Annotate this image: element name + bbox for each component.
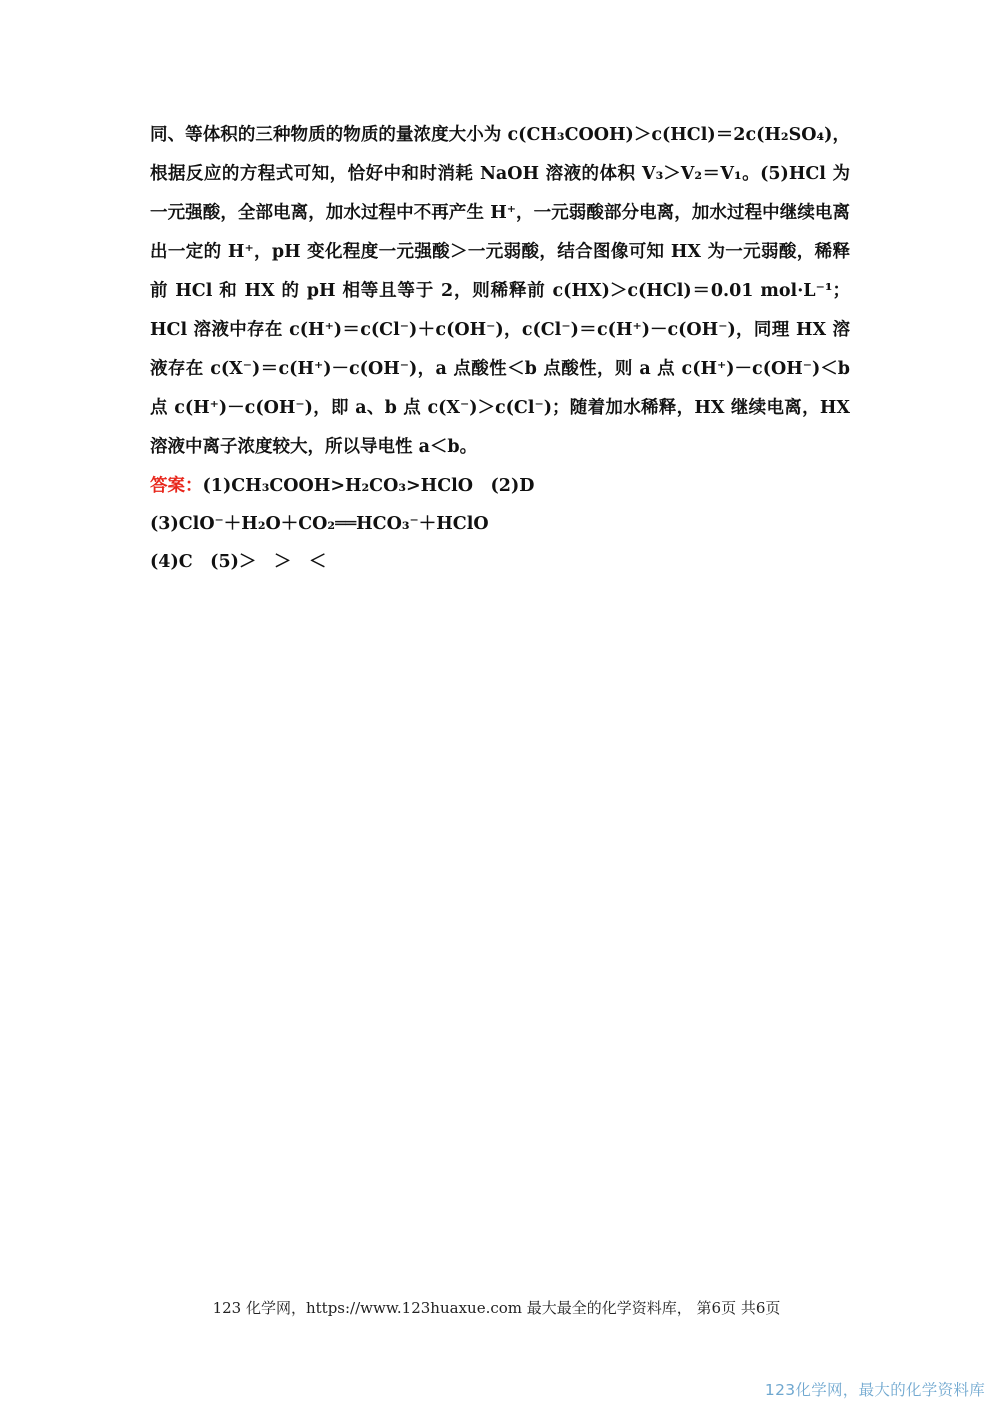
answer-1-2: (1)CH₃COOH>H₂CO₃>HClO (2)D <box>202 476 535 496</box>
answer-label: 答案： <box>150 476 203 496</box>
site-watermark: 123化学网，最大的化学资料库 <box>764 1381 985 1399</box>
page-footer: 123 化学网，https://www.123huaxue.com 最大最全的化学资料库， 第6页 共6页 <box>212 1299 781 1317</box>
answer-line-3: (4)C (5)＞ ＞ ＜ <box>150 552 327 572</box>
document-body <box>150 116 850 581</box>
explanation-paragraph: 同、等体积的三种物质的物质的量浓度大小为 c(CH₃COOH)＞c(HCl)＝2c(H₂SO₄)，根据反应的方程式可知，恰好中和时消耗 NaOH 溶液的体积 V₃＞V₂＝V₁。(5)HCl 为一元强酸，全部电离，加水过程中不再产生 H⁺，一元弱酸部分电离，加水过程中继续电离出一定的 H⁺，pH 变化程度一元强酸＞一元弱酸，结合图像可知 HX 为一元弱酸，稀释前 HCl 和 HX 的 pH 相等且等于 2，则稀释前 c(HX)＞c(HCl)＝0.01 mol·L⁻¹；HCl 溶液中存在 c(H⁺)＝c(Cl⁻)＋c(OH⁻)，c(Cl⁻)＝c(H⁺)－c(OH⁻)，同理 HX 溶液存在 c(X⁻)＝c(H⁺)－c(OH⁻)，a 点酸性＜b 点酸性，则 a 点 c(H⁺)－c(OH⁻)＜b 点 c(H⁺)－c(OH⁻)，即 a、b 点 c(X⁻)＞c(Cl⁻)；随着加水稀释，HX 继续电离，HX 溶液中离子浓度较大，所以导电性 a＜b。 <box>150 125 850 457</box>
answer-line-1 <box>150 467 850 505</box>
answer-line-2: (3)ClO⁻＋H₂O＋CO₂══HCO₃⁻＋HClO <box>150 514 489 534</box>
